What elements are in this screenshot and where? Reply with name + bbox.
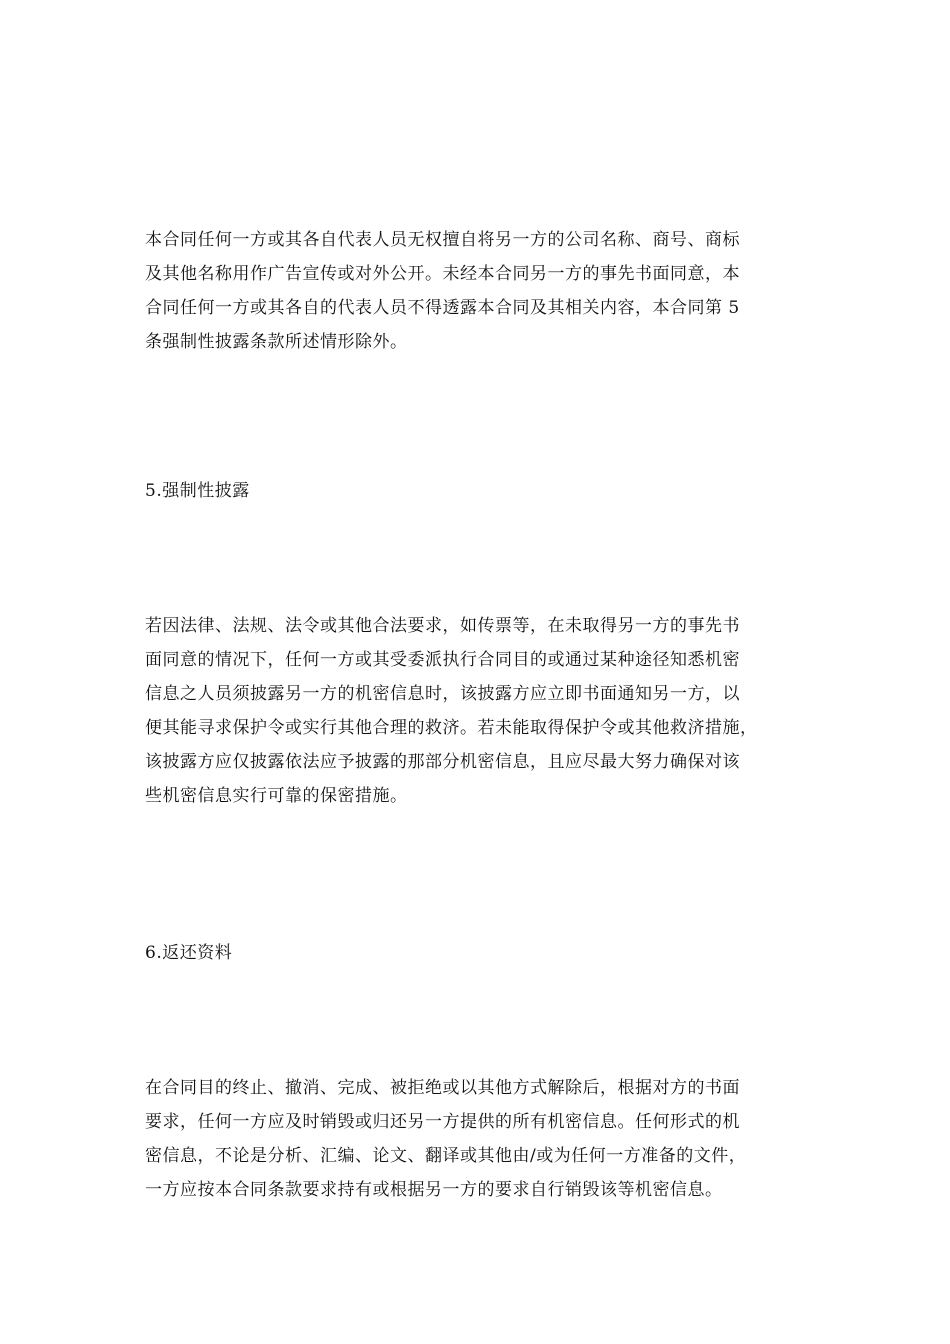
paragraph-line: 些机密信息实行可靠的保密措施。 (145, 786, 408, 806)
paragraph-publicity-restriction (145, 223, 805, 359)
paragraph-line: 条强制性披露条款所述情形除外。 (145, 332, 408, 352)
paragraph-compelled-disclosure (145, 609, 805, 813)
paragraph-line: 便其能寻求保护令或实行其他合理的救济。若未能取得保护令或其他救济措施， (145, 718, 758, 738)
paragraph-line: 及其他名称用作广告宣传或对外公开。未经本合同另一方的事先书面同意，本 (145, 264, 740, 284)
section-title: 6.返还资料 (145, 943, 233, 963)
paragraph-line: 在合同目的终止、撤消、完成、被拒绝或以其他方式解除后，根据对方的书面 (145, 1078, 740, 1098)
paragraph-return-materials (145, 1071, 805, 1207)
paragraph-line: 若因法律、法规、法令或其他合法要求，如传票等，在未取得另一方的事先书 (145, 616, 740, 636)
section-title: 5.强制性披露 (145, 481, 250, 501)
paragraph-line: 面同意的情况下，任何一方或其受委派执行合同目的或通过某种途径知悉机密 (145, 650, 740, 670)
paragraph-line: 要求，任何一方应及时销毁或归还另一方提供的所有机密信息。任何形式的机 (145, 1112, 740, 1132)
paragraph-line: 一方应按本合同条款要求持有或根据另一方的要求自行销毁该等机密信息。 (145, 1180, 723, 1200)
paragraph-line: 该披露方应仅披露依法应予披露的那部分机密信息，且应尽最大努力确保对该 (145, 752, 740, 772)
paragraph-line: 本合同任何一方或其各自代表人员无权擅自将另一方的公司名称、商号、商标 (145, 230, 740, 250)
section-heading-5 (145, 474, 805, 508)
paragraph-line: 密信息，不论是分析、汇编、论文、翻译或其他由/或为任何一方准备的文件， (145, 1146, 747, 1166)
paragraph-line: 合同任何一方或其各自的代表人员不得透露本合同及其相关内容，本合同第 5 (145, 298, 740, 318)
paragraph-line: 信息之人员须披露另一方的机密信息时，该披露方应立即书面通知另一方，以 (145, 684, 740, 704)
section-heading-6 (145, 936, 805, 970)
